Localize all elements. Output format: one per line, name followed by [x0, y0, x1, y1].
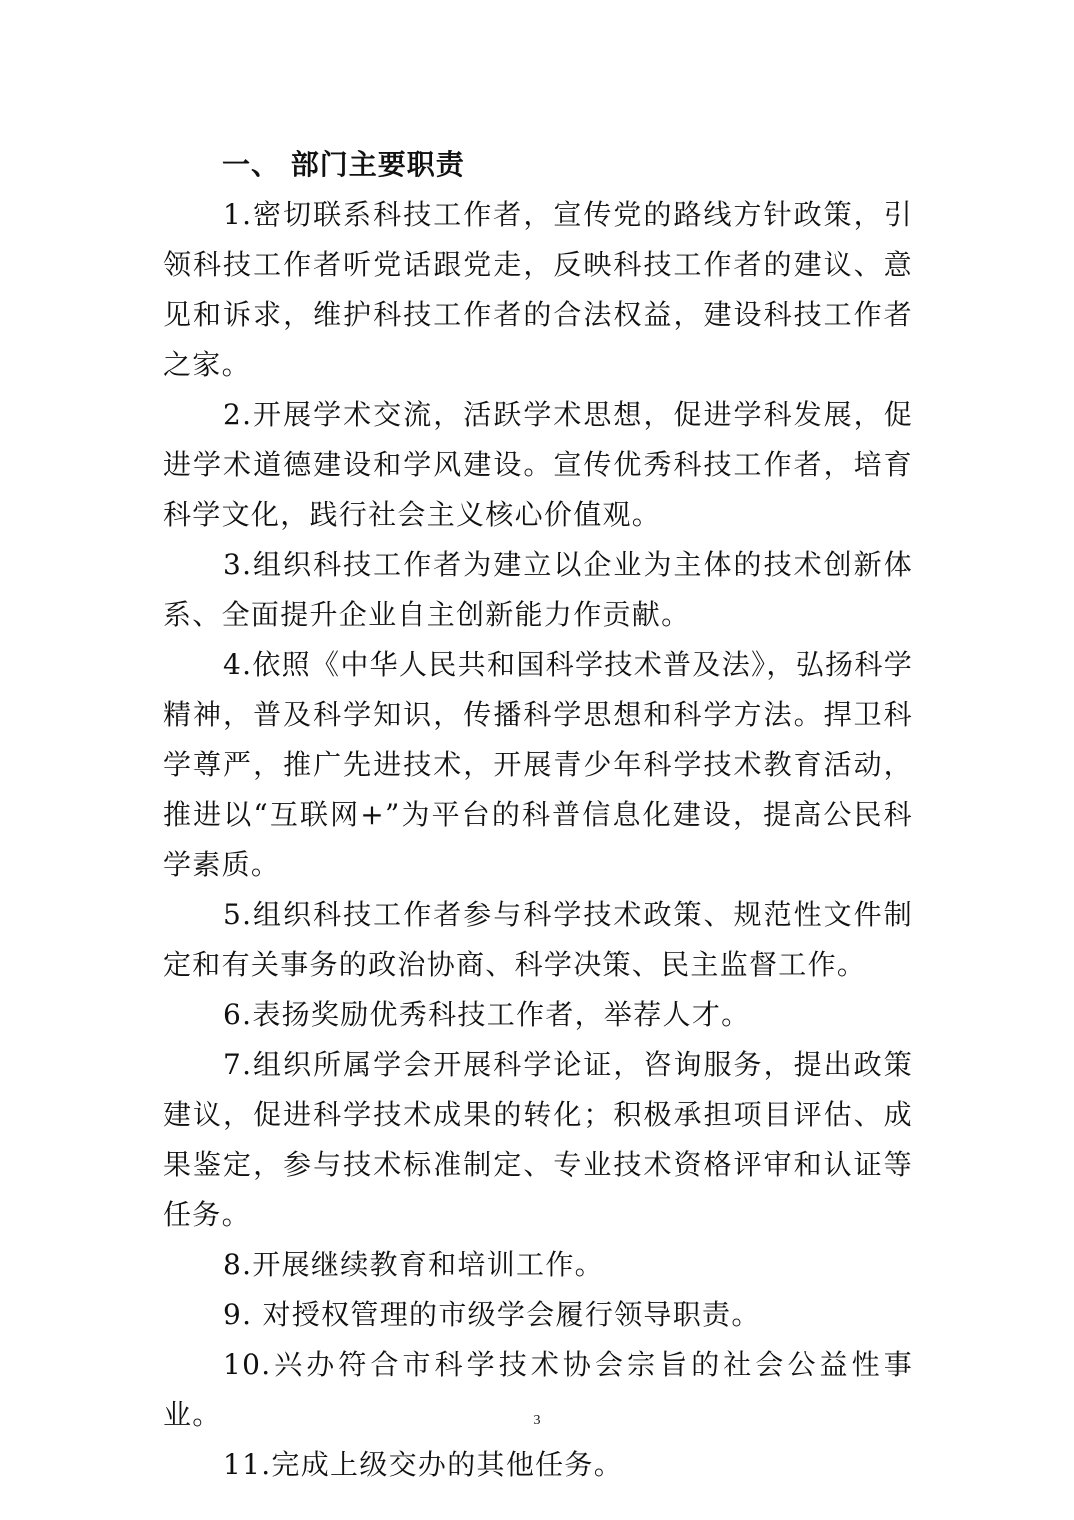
duty-item-8: 8.开展继续教育和培训工作。 — [223, 1248, 604, 1281]
duty-item-5: 5.组织科技工作者参与科学技术政策、规范性文件制定和有关事务的政治协商、科学决策、民主监督工作。 — [163, 898, 913, 981]
section-heading: 一、 部门主要职责 — [222, 148, 465, 181]
duty-item-9: 9. 对授权管理的市级学会履行领导职责。 — [223, 1298, 761, 1331]
duty-item-10: 10.兴办符合市科学技术协会宗旨的社会公益性事业。 — [163, 1348, 913, 1431]
duty-item-4: 4.依照《中华人民共和国科学技术普及法》，弘扬科学精神，普及科学知识，传播科学思想和科学方法。捍卫科学尊严，推广先进技术，开展青少年科学技术教育活动，推进以“互联网+”为平台的科普信息化建设，提高公民科学素质。 — [163, 648, 913, 881]
duty-item-1: 1.密切联系科技工作者，宣传党的路线方针政策，引领科技工作者听党话跟党走，反映科技工作者的建议、意见和诉求，维护科技工作者的合法权益，建设科技工作者之家。 — [163, 198, 913, 381]
page-number: 3 — [533, 1413, 541, 1428]
duty-item-11: 11.完成上级交办的其他任务。 — [223, 1448, 624, 1481]
duty-item-7: 7.组织所属学会开展科学论证，咨询服务，提出政策建议，促进科学技术成果的转化；积极承担项目评估、成果鉴定，参与技术标准制定、专业技术资格评审和认证等任务。 — [163, 1048, 913, 1231]
duty-item-6: 6.表扬奖励优秀科技工作者，举荐人才。 — [223, 998, 751, 1031]
duty-item-3: 3.组织科技工作者为建立以企业为主体的技术创新体系、全面提升企业自主创新能力作贡献。 — [163, 548, 913, 631]
duties-list — [163, 190, 913, 1490]
duty-item-2: 2.开展学术交流，活跃学术思想，促进学科发展，促进学术道德建设和学风建设。宣传优秀科技工作者，培育科学文化，践行社会主义核心价值观。 — [163, 398, 913, 531]
